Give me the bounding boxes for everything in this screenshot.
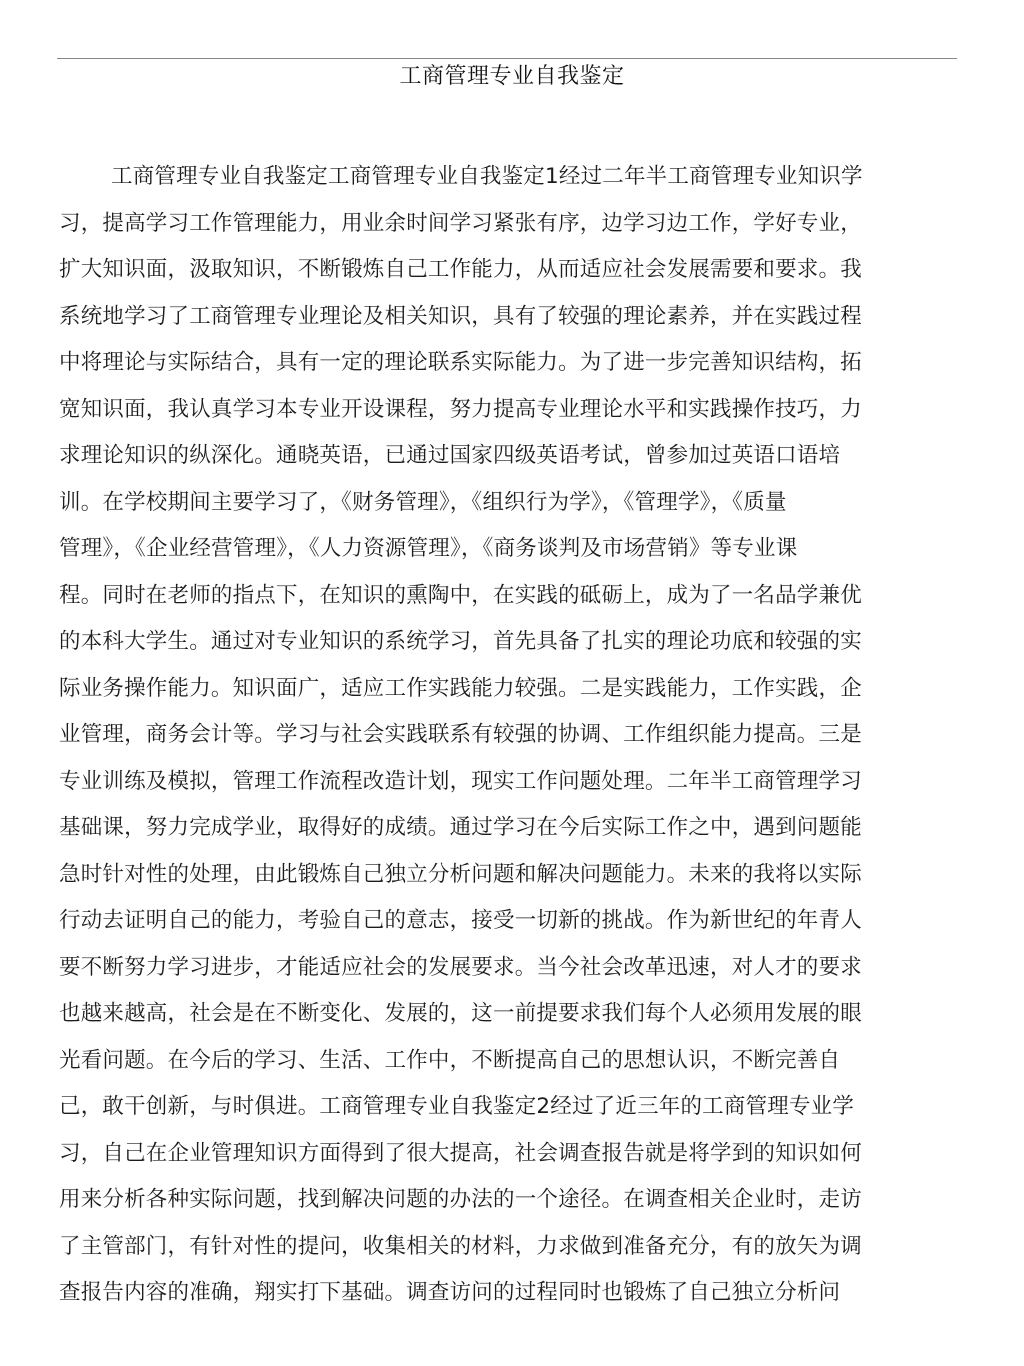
text-line: 专业训练及模拟，管理工作流程改造计划，现实工作问题处理。二年半工商管理学习: [59, 768, 862, 794]
text-line: 扩大知识面，汲取知识，不断锻炼自己工作能力，从而适应社会发展需要和要求。我: [59, 257, 862, 282]
header-rule: [57, 58, 957, 59]
text-line: 求理论知识的纵深化。通晓英语，已通过国家四级英语考试，曾参加过英语口语培: [59, 443, 841, 468]
text-line: 查报告内容的准确，翔实打下基础。调查访问的过程同时也锻炼了自己独立分析问: [59, 1280, 841, 1305]
text-line: 用来分析各种实际问题，找到解决问题的办法的一个途径。在调查相关企业时，走访: [59, 1187, 862, 1212]
text-line: 的本科大学生。通过对专业知识的系统学习，首先具备了扎实的理论功底和较强的实: [59, 629, 862, 654]
text-line: 了主管部门，有针对性的提问，收集相关的材料，力求做到准备充分，有的放矢为调: [59, 1233, 862, 1259]
text-line: 程。同时在老师的指点下，在知识的熏陶中，在实践的砥砺上，成为了一名品学兼优: [59, 582, 862, 608]
text-line: 行动去证明自己的能力，考验自己的意志，接受一切新的挑战。作为新世纪的年青人: [59, 908, 862, 933]
text-line: 己，敢干创新，与时俱进。工商管理专业自我鉴定2经过了近三年的工商管理专业学: [59, 1094, 855, 1119]
text-line: 光看问题。在今后的学习、生活、工作中，不断提高自己的思想认识，不断完善自: [59, 1047, 841, 1073]
document-title: 工商管理专业自我鉴定: [399, 64, 625, 89]
text-line: 中将理论与实际结合，具有一定的理论联系实际能力。为了进一步完善知识结构，拓: [59, 350, 862, 375]
text-line: 急时针对性的处理，由此锻炼自己独立分析问题和解决问题能力。未来的我将以实际: [59, 861, 862, 887]
text-line: 宽知识面，我认真学习本专业开设课程，努力提高专业理论水平和实践操作技巧，力: [59, 396, 862, 422]
text-line: 训。在学校期间主要学习了，《财务管理》，《组织行为学》，《管理学》，《质量: [59, 489, 787, 515]
text-line: 系统地学习了工商管理专业理论及相关知识，具有了较强的理论素养，并在实践过程: [59, 303, 862, 329]
text-line: 业管理，商务会计等。学习与社会实践联系有较强的协调、工作组织能力提高。三是: [59, 722, 862, 747]
text-line: 管理》，《企业经营管理》，《人力资源管理》，《商务谈判及市场营销》等专业课: [59, 536, 798, 561]
text-line: 基础课，努力完成学业，取得好的成绩。通过学习在今后实际工作之中，遇到问题能: [59, 815, 862, 840]
text-line: 习，自己在企业管理知识方面得到了很大提高，社会调查报告就是将学到的知识如何: [59, 1140, 862, 1166]
text-line: 要不断努力学习进步，才能适应社会的发展要求。当今社会改革迅速，对人才的要求: [59, 954, 862, 980]
text-line: 也越来越高，社会是在不断变化、发展的，这一前提要求我们每个人必须用发展的眼: [59, 1001, 862, 1026]
text-line: 习，提高学习工作管理能力，用业余时间学习紧张有序，边学习边工作，学好专业，: [59, 210, 862, 236]
text-line: 际业务操作能力。知识面广，适应工作实践能力较强。二是实践能力，工作实践，企: [59, 675, 862, 701]
document-body: [59, 154, 959, 1317]
text-line: 工商管理专业自我鉴定工商管理专业自我鉴定1经过二年半工商管理专业知识学: [111, 164, 863, 189]
